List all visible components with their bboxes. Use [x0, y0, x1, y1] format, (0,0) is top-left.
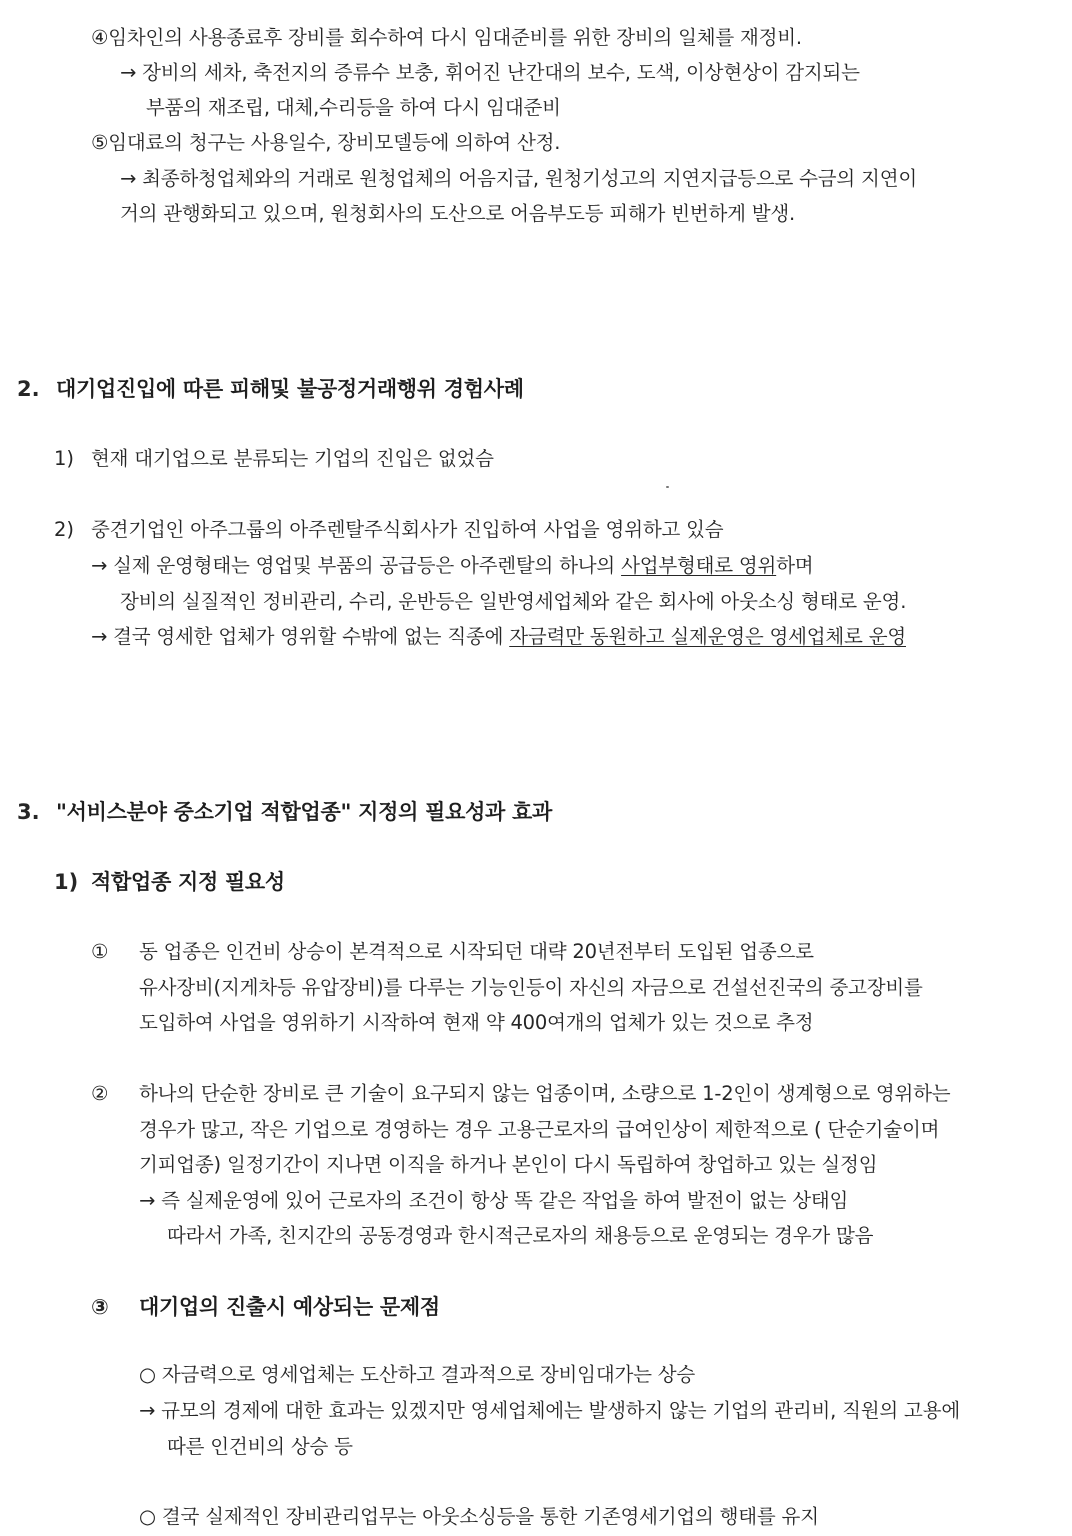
sec3-c1-line-2: 유사장비(지게차등 유압장비)를 다루는 기능인등이 자신의 자금으로 건설선진국의 중고장비를 [139, 976, 923, 999]
sec2-arrow-1-post: 하며 [776, 554, 814, 577]
sec1-line-6: 거의 관행화되고 있으며, 원청회사의 도산으로 어음부도등 피해가 빈번하게 발생. [120, 202, 796, 225]
sec3-bullet-1-arrow-cont: 따른 인건비의 상승 등 [167, 1435, 353, 1458]
sec3-c3-title: 대기업의 진출시 예상되는 문제점 [139, 1295, 440, 1319]
sec3-sub-number: 1) [54, 870, 79, 894]
sec1-line-4: ⑤임대료의 청구는 사용일수, 장비모델등에 의하여 산정. [91, 131, 561, 154]
section-2-number: 2. [17, 377, 40, 401]
sec2-arrow-2 [91, 625, 906, 649]
sec2-item-1-text: 현재 대기업으로 분류되는 기업의 진입은 없었슴 [91, 447, 494, 470]
sec2-arrow-1-underlined: 사업부형태로 영위 [621, 554, 777, 577]
sec2-item-2-number: 2) [54, 518, 75, 541]
sec3-bullet-2: ○ 결국 실제적인 장비관리업무는 아웃소싱등을 통한 기존영세기업의 행태를 유지 [139, 1505, 819, 1528]
sec2-arrow-1 [91, 554, 813, 578]
sec3-c3-number: ③ [91, 1295, 109, 1319]
sec2-item-2-text: 중견기업인 아주그룹의 아주렌탈주식회사가 진입하여 사업을 영위하고 있슴 [91, 518, 724, 541]
sec2-arrow-1-cont: 장비의 실질적인 정비관리, 수리, 운반등은 일반영세업체와 같은 회사에 아웃소싱 형태로 운영. [120, 590, 907, 613]
sec3-c1-number: ① [91, 940, 109, 963]
sec3-c2-line-1: 하나의 단순한 장비로 큰 기술이 요구되지 않는 업종이며, 소량으로 1-2인이 생계형으로 영위하는 [139, 1082, 951, 1105]
sec3-c1-line-1: 동 업종은 인건비 상승이 본격적으로 시작되던 대략 20년전부터 도입된 업종으로 [139, 940, 814, 963]
sec3-c1-line-3: 도입하여 사업을 영위하기 시작하여 현재 약 400여개의 업체가 있는 것으로 추정 [139, 1011, 814, 1034]
sec3-bullet-1-arrow: → 규모의 경제에 대한 효과는 있겠지만 영세업체에는 발생하지 않는 기업의 관리비, 직원의 고용에 [139, 1399, 960, 1422]
sec1-line-2: → 장비의 세차, 축전지의 증류수 보충, 휘어진 난간대의 보수, 도색, 이상현상이 감지되는 [120, 61, 860, 84]
sec1-line-3: 부품의 재조립, 대체,수리등을 하여 다시 임대준비 [146, 96, 561, 119]
sec3-c2-line-3: 기피업종) 일정기간이 지나면 이직을 하거나 본인이 다시 독립하여 창업하고 있는 실정임 [139, 1153, 878, 1176]
scan-speck [666, 486, 669, 488]
sec1-line-5: → 최종하청업체와의 거래로 원청업체의 어음지급, 원청기성고의 지연지급등으로 수금의 지연이 [120, 167, 917, 190]
sec3-c2-arrow-1: → 즉 실제운영에 있어 근로자의 조건이 항상 똑 같은 작업을 하여 발전이 없는 상태임 [139, 1189, 849, 1212]
sec2-arrow-1-pre: → 실제 운영형태는 영업및 부품의 공급등은 아주렌탈의 하나의 [91, 554, 622, 577]
sec2-arrow-2-pre: → 결국 영세한 업체가 영위할 수밖에 없는 직종에 [91, 625, 510, 648]
sec2-item-1-number: 1) [54, 447, 75, 470]
sec2-arrow-2-underlined: 자금력만 동원하고 실제운영은 영세업체로 운영 [509, 625, 906, 648]
sec3-c2-arrow-1-cont: 따라서 가족, 친지간의 공동경영과 한시적근로자의 채용등으로 운영되는 경우가 많음 [167, 1224, 874, 1247]
section-3-number: 3. [17, 800, 40, 824]
sec3-bullet-1: ○ 자금력으로 영세업체는 도산하고 결과적으로 장비임대가는 상승 [139, 1363, 696, 1386]
sec1-line-1: ④임차인의 사용종료후 장비를 회수하여 다시 임대준비를 위한 장비의 일체를 재정비. [91, 26, 802, 49]
sec3-c2-line-2: 경우가 많고, 작은 기업으로 경영하는 경우 고용근로자의 급여인상이 제한적으로 ( 단순기술이며 [139, 1118, 940, 1141]
section-3-title: "서비스분야 중소기업 적합업종" 지정의 필요성과 효과 [56, 800, 553, 824]
sec3-sub-title: 적합업종 지정 필요성 [91, 870, 285, 894]
sec3-c2-number: ② [91, 1082, 109, 1105]
section-2-title: 대기업진입에 따른 피해및 불공정거래행위 경험사례 [56, 377, 524, 401]
